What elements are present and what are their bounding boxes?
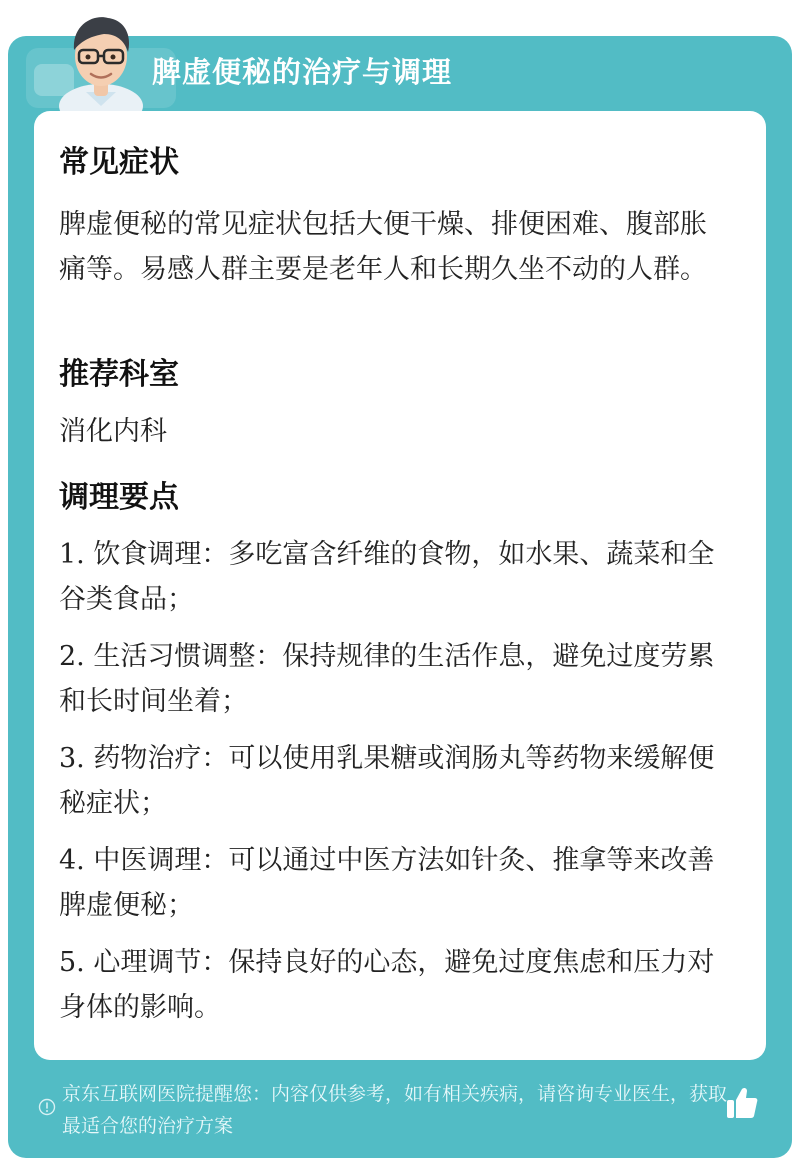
list-item-text: 中医调理：可以通过中医方法如针灸、推拿等来改善脾虚便秘； — [59, 845, 715, 921]
list-item — [59, 634, 731, 724]
department-text: 消化内科 — [59, 416, 167, 447]
doctor-avatar-icon — [46, 6, 156, 112]
info-icon — [38, 1098, 56, 1116]
list-item — [59, 940, 731, 1030]
list-item-number: 4. — [59, 845, 85, 876]
list-item — [59, 838, 731, 928]
section-heading-symptoms: 常见症状 — [59, 145, 179, 180]
thumbs-up-icon[interactable] — [725, 1086, 759, 1120]
footer-notice: 京东互联网医院提醒您：内容仅供参考，如有相关疾病，请咨询专业医生，获取最适合您的治疗方案 — [62, 1083, 728, 1137]
list-item-number: 1. — [59, 539, 85, 570]
list-item-text: 生活习惯调整：保持规律的生活作息，避免过度劳累和长时间坐着； — [59, 641, 715, 717]
page-title: 脾虚便秘的治疗与调理 — [152, 55, 453, 89]
list-item — [59, 532, 731, 622]
section-heading-care: 调理要点 — [59, 480, 179, 515]
list-item-number: 3. — [59, 743, 85, 774]
section-heading-department: 推荐科室 — [59, 357, 179, 392]
list-item-number: 5. — [59, 947, 85, 978]
list-item-number: 2. — [59, 641, 85, 672]
list-item — [59, 736, 731, 826]
list-item-text: 饮食调理：多吃富含纤维的食物，如水果、蔬菜和全谷类食品； — [59, 539, 715, 615]
list-item-text: 心理调节：保持良好的心态，避免过度焦虑和压力对身体的影响。 — [59, 947, 715, 1023]
list-item-text: 药物治疗：可以使用乳果糖或润肠丸等药物来缓解便秘症状； — [59, 743, 715, 819]
symptoms-text: 脾虚便秘的常见症状包括大便干燥、排便困难、腹部胀痛等。易感人群主要是老年人和长期久坐不动的人群。 — [59, 209, 707, 285]
content-card — [34, 111, 766, 1060]
